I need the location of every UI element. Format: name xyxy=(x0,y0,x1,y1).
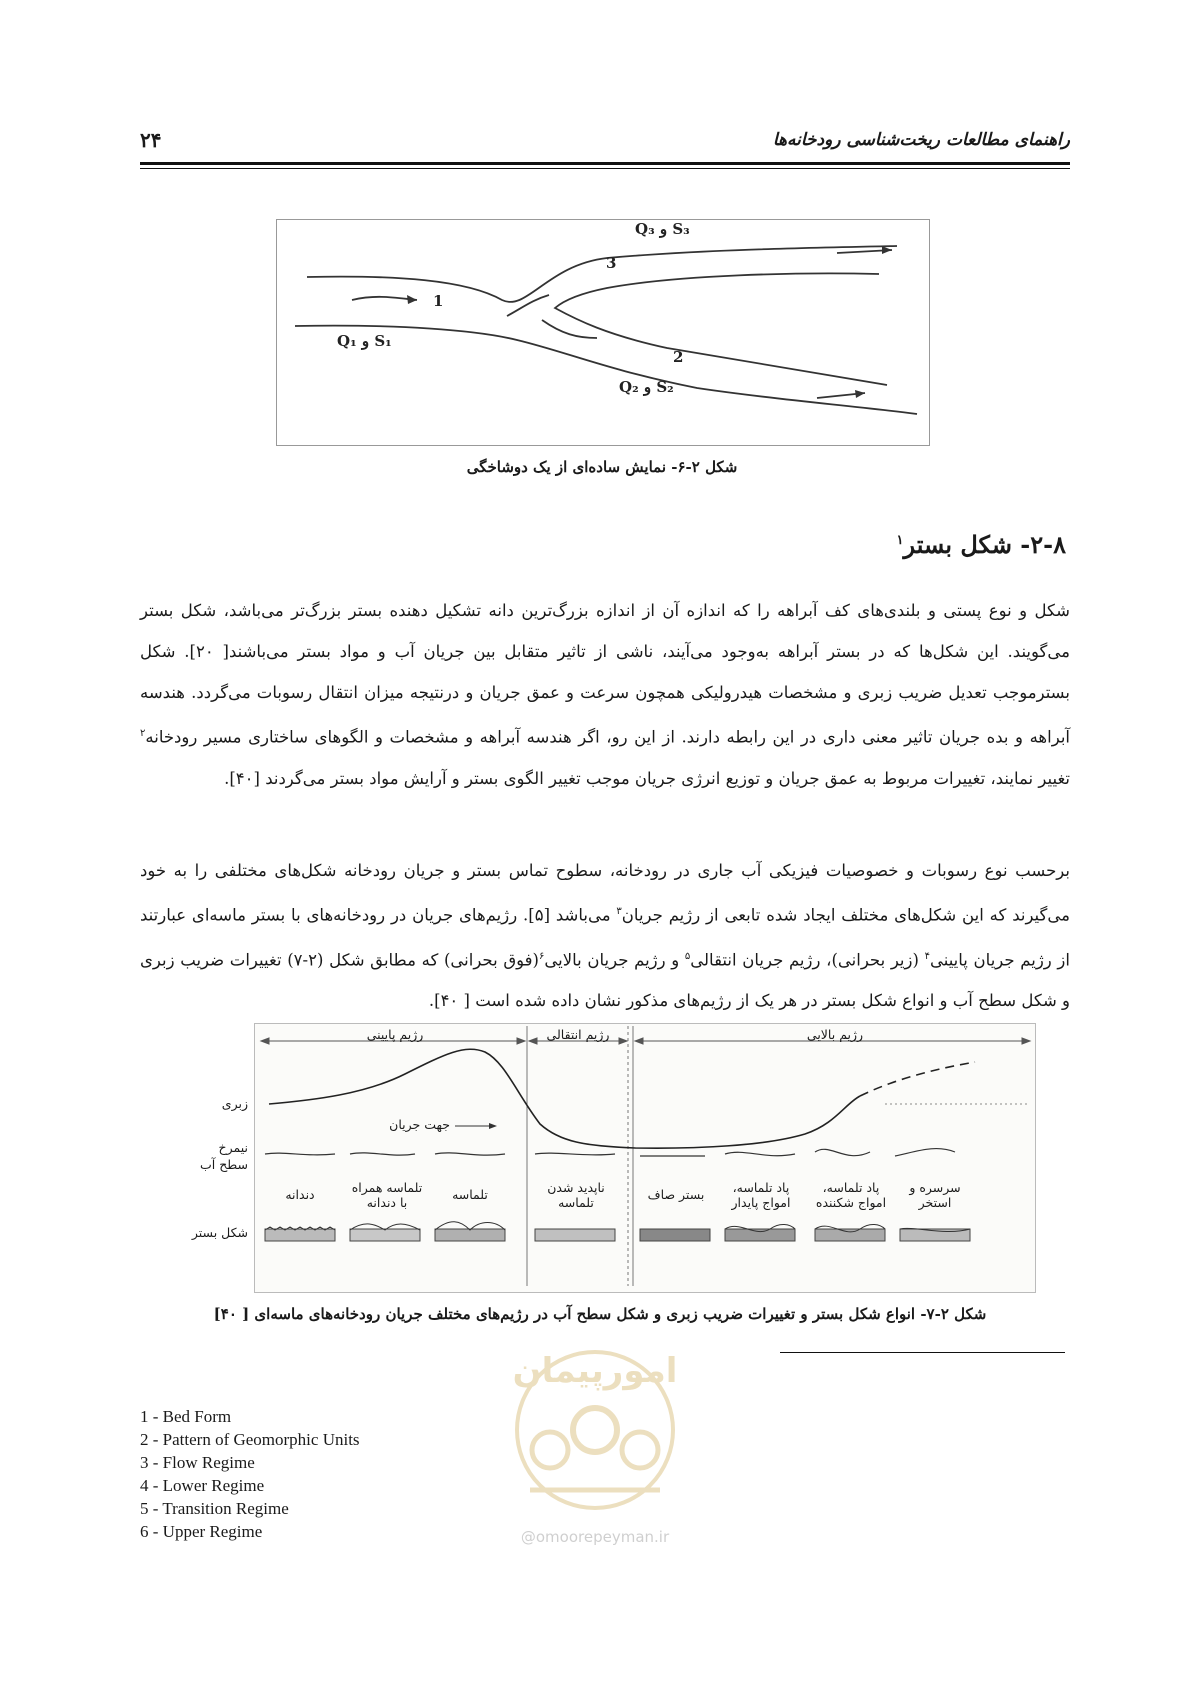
bedform-antidunes-breaking: پاد تلماسه، امواج شکننده xyxy=(815,1180,887,1210)
page-header xyxy=(140,128,1070,164)
header-rule-thin xyxy=(140,168,1070,169)
paragraph-2-seg3: (زیر بحرانی)، رژیم جریان انتقالی xyxy=(690,950,925,969)
bedform-washed-out-dunes: ناپدید شدن تلماسه xyxy=(547,1180,605,1210)
branch-2-label: 2 xyxy=(673,348,684,366)
footnote-2: 2 - Pattern of Geomorphic Units xyxy=(140,1430,360,1449)
watermark xyxy=(490,1320,700,1610)
paragraph-2-seg5: (فوق بحرانی) که مطابق شکل (۲-۷) تغییرات ضریب زبری و شکل سطح آب و انواع شکل بستر در هر یک از رژیم‌های مذکور نشان داده شده است [ ۴۰]. xyxy=(140,950,1070,1010)
section-footnote-ref: ۱ xyxy=(896,533,904,548)
footnote-ref-5: ۵ xyxy=(684,950,691,962)
watermark-logo-icon xyxy=(490,1320,700,1520)
bedform-antidunes-standing: پاد تلماسه، امواج پایدار xyxy=(731,1180,791,1210)
footnote-6: 6 - Upper Regime xyxy=(140,1522,263,1541)
footnote-ref-4: ۴ xyxy=(924,950,930,962)
footnote-ref-3: ۳ xyxy=(616,906,622,917)
figure1-caption: شکل ۲-۶- نمایش ساده‌ای از یک دوشاخگی xyxy=(466,458,738,476)
paragraph-2-seg2: می‌باشد [۵]. رژیم‌های جریان در رودخانه‌های با بستر ماسه‌ای عبارتند از رژیم جریان پایینی xyxy=(140,905,1070,969)
branch-3-label: 3 xyxy=(606,254,617,272)
regime-transition-label: رژیم انتقالی xyxy=(546,1027,610,1042)
paragraph-2-seg4: و رژیم جریان بالایی xyxy=(544,950,685,969)
footnote-rule xyxy=(780,1352,1065,1353)
footnote-ref-6: ۶ xyxy=(538,950,545,962)
bedform-ripples: دندانه xyxy=(285,1187,315,1202)
roughness-label: زبری xyxy=(221,1096,248,1111)
bifurcation-figure xyxy=(276,219,930,446)
page-number: ۲۴ xyxy=(140,128,162,152)
q1-s1-label: Q₁ و S₁ xyxy=(337,332,392,350)
paragraph-1-text-b: تغییر نمایند، تغییرات مربوط به عمق جریان و توزیع انرژی جریان موجب تغییر الگوی بستر و آرایش مواد بستر می‌گردند [۴۰]. xyxy=(224,768,1070,788)
bedform-dunes: تلماسه xyxy=(452,1187,488,1202)
flow-arrow-heads xyxy=(407,246,892,398)
footnote-3: 3 - Flow Regime xyxy=(140,1453,255,1472)
bedform-figure xyxy=(191,1023,1036,1293)
regime-upper-label: رژیم بالایی xyxy=(806,1027,864,1042)
water-surface-label-1: نیمرخ xyxy=(218,1140,248,1155)
paragraph-1-text-a: شکل و نوع پستی و بلندی‌های کف آبراهه را که اندازه آن از اندازه بزرگ‌ترین دانه تشکیل دهنده بستر بزرگ‌تر می‌باشد، شکل بستر می‌گویند. این شکل‌ها که در بستر آبراهه به‌وجود می‌آیند، ناشی از تاثیر متقابل بین جریان آب و مواد بستر می‌باشند[ ۲۰]. شکل بسترموجب تعدیل ضریب زبری و مشخصات هیدرولیکی همچون سرعت و عمق جریان و درنتیجه میزان انتقال رسوبات می‌گردد. هندسه آبراهه و بده جریان تاثیر معنی داری در این رابطه دارند. از این رو، اگر هندسه آبراهه و مشخصات و الگوهای ساختاری مسیر رودخانه xyxy=(140,601,1070,747)
paragraph-2-seg1: برحسب نوع رسوبات و خصوصیات فیزیکی آب جاری در رودخانه، سطوح تماس بستر و جریان رودخانه شکل‌های مختلفی را به خود می‌گیرند که این شکل‌های مختلف ایجاد شده تابعی از رژیم جریان xyxy=(140,861,1070,925)
watermark-brand: امورپیمان xyxy=(512,1351,678,1391)
water-surface-label-2: سطح آب xyxy=(199,1157,248,1172)
running-title: راهنمای مطالعات ریخت‌شناسی رودخانه‌ها xyxy=(772,130,1070,150)
footnote-4: 4 - Lower Regime xyxy=(140,1476,265,1495)
footnotes xyxy=(140,1405,360,1543)
branch-1-label: 1 xyxy=(433,292,444,310)
section-heading xyxy=(896,530,1066,559)
paragraph-1 xyxy=(140,590,1070,799)
header-rule-thick xyxy=(140,162,1070,165)
bedform-dunes-with-ripples: تلماسه همراه با دندانه xyxy=(351,1180,423,1210)
figure2-caption: شکل ۲-۷- انواع شکل بستر و تغییرات ضریب زبری و شکل سطح آب در رژیم‌های مختلف جریان رودخانه‌های ماسه‌ای [ ۴۰] xyxy=(213,1305,987,1323)
bed-form-label: شکل بستر xyxy=(191,1225,248,1240)
footnote-ref-2: ۲ xyxy=(140,728,146,739)
bedform-chute-and-pool: سرسره و استخر xyxy=(909,1180,961,1210)
flow-direction-label: جهت جریان xyxy=(389,1117,450,1132)
regime-lower-label: رژیم پایینی xyxy=(366,1027,424,1042)
q3-s3-label: Q₃ و S₃ xyxy=(635,220,690,238)
q2-s2-label: Q₂ و S₂ xyxy=(619,378,674,396)
section-heading-text: ۲-۸- شکل بستر xyxy=(903,530,1066,559)
footnote-1: 1 - Bed Form xyxy=(140,1407,232,1426)
watermark-url: @omoorepeyman.ir xyxy=(520,1528,670,1546)
bedform-plane-bed: بستر صاف xyxy=(647,1187,705,1202)
footnote-5: 5 - Transition Regime xyxy=(140,1499,289,1518)
paragraph-2 xyxy=(140,850,1070,1021)
